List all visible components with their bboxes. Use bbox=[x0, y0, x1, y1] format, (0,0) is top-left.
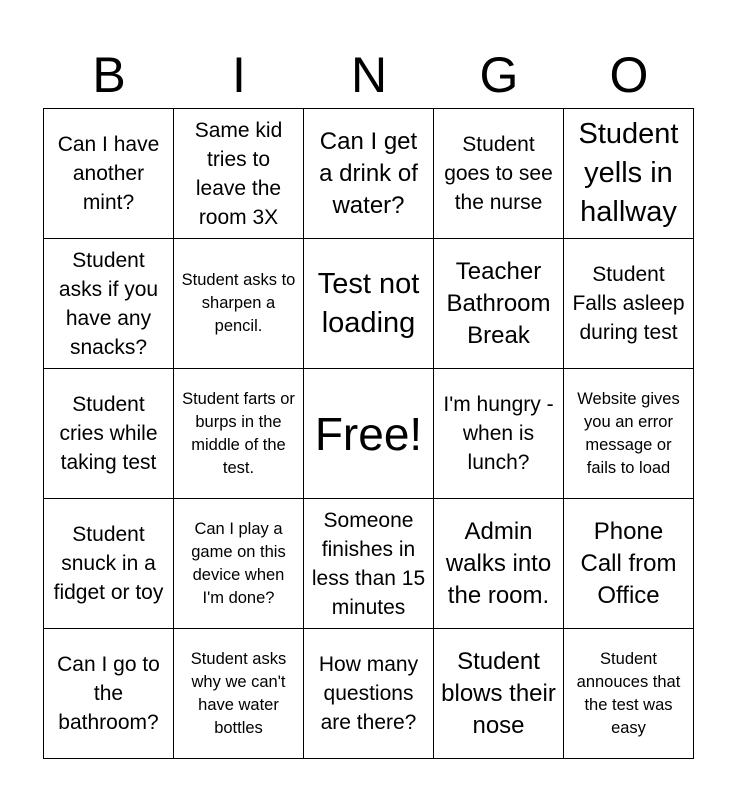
cell-text: Student asks why we can't have water bottles bbox=[190, 649, 287, 737]
bingo-cell[interactable] bbox=[304, 109, 434, 239]
header-letter-o: O bbox=[609, 47, 649, 103]
cell-text: Can I get a drink of water? bbox=[319, 127, 418, 219]
bingo-cell[interactable] bbox=[564, 239, 694, 369]
header-letter-i: I bbox=[232, 47, 246, 103]
bingo-cell[interactable] bbox=[304, 629, 434, 759]
cell-text: Test not loading bbox=[317, 267, 420, 339]
cell-text: Student goes to see the nurse bbox=[444, 133, 553, 214]
cell-text: Student blows their nose bbox=[441, 647, 556, 739]
cell-text: Student snuck in a fidget or toy bbox=[53, 523, 164, 604]
cell-text: Teacher Bathroom Break bbox=[446, 257, 551, 349]
header-letter-n: N bbox=[350, 47, 388, 103]
bingo-cell[interactable] bbox=[44, 629, 174, 759]
bingo-cell[interactable] bbox=[434, 369, 564, 499]
cell-text: Student asks to sharpen a pencil. bbox=[181, 271, 296, 335]
bingo-cell[interactable] bbox=[304, 499, 434, 629]
bingo-cell[interactable] bbox=[434, 109, 564, 239]
cell-text: Phone Call from Office bbox=[580, 517, 677, 609]
bingo-cell[interactable] bbox=[564, 369, 694, 499]
bingo-cell[interactable] bbox=[44, 369, 174, 499]
cell-text: Student cries while taking test bbox=[59, 393, 158, 474]
cell-text: Can I have another mint? bbox=[57, 133, 160, 214]
bingo-cell[interactable] bbox=[564, 629, 694, 759]
bingo-cell[interactable] bbox=[174, 629, 304, 759]
cell-text: Student yells in hallway bbox=[578, 118, 679, 228]
bingo-cell[interactable] bbox=[434, 239, 564, 369]
bingo-cell[interactable] bbox=[174, 499, 304, 629]
bingo-card-grid bbox=[43, 108, 694, 759]
cell-text: Student farts or burps in the middle of the test. bbox=[182, 389, 295, 477]
bingo-cell[interactable] bbox=[174, 109, 304, 239]
cell-text: Someone finishes in less than 15 minutes bbox=[311, 508, 426, 619]
bingo-cell[interactable] bbox=[44, 109, 174, 239]
cell-text: I'm hungry -when is lunch? bbox=[443, 393, 554, 474]
cell-text: Student Falls asleep during test bbox=[572, 263, 685, 344]
free-space-text: Free! bbox=[314, 407, 423, 460]
bingo-cell[interactable] bbox=[564, 499, 694, 629]
cell-text: Student annouces that the test was easy bbox=[576, 649, 681, 737]
bingo-cell[interactable] bbox=[174, 239, 304, 369]
cell-text: Same kid tries to leave the room 3X bbox=[194, 118, 283, 229]
header-letter-b: B bbox=[92, 47, 126, 103]
free-space-cell[interactable] bbox=[304, 369, 434, 499]
bingo-header bbox=[44, 44, 694, 106]
header-letter-g: G bbox=[479, 47, 519, 103]
cell-text: Can I go to the bathroom? bbox=[57, 653, 160, 734]
cell-text: Admin walks into the room. bbox=[445, 517, 552, 609]
bingo-cell[interactable] bbox=[434, 629, 564, 759]
bingo-cell[interactable] bbox=[44, 239, 174, 369]
bingo-cell[interactable] bbox=[564, 109, 694, 239]
bingo-cell[interactable] bbox=[434, 499, 564, 629]
cell-text: Website gives you an error message or fails to load bbox=[577, 389, 680, 477]
bingo-cell[interactable] bbox=[174, 369, 304, 499]
cell-text: How many questions are there? bbox=[318, 653, 419, 734]
cell-text: Can I play a game on this device when I'm done? bbox=[191, 519, 286, 607]
bingo-cell[interactable] bbox=[304, 239, 434, 369]
bingo-cell[interactable] bbox=[44, 499, 174, 629]
cell-text: Student asks if you have any snacks? bbox=[58, 248, 159, 359]
